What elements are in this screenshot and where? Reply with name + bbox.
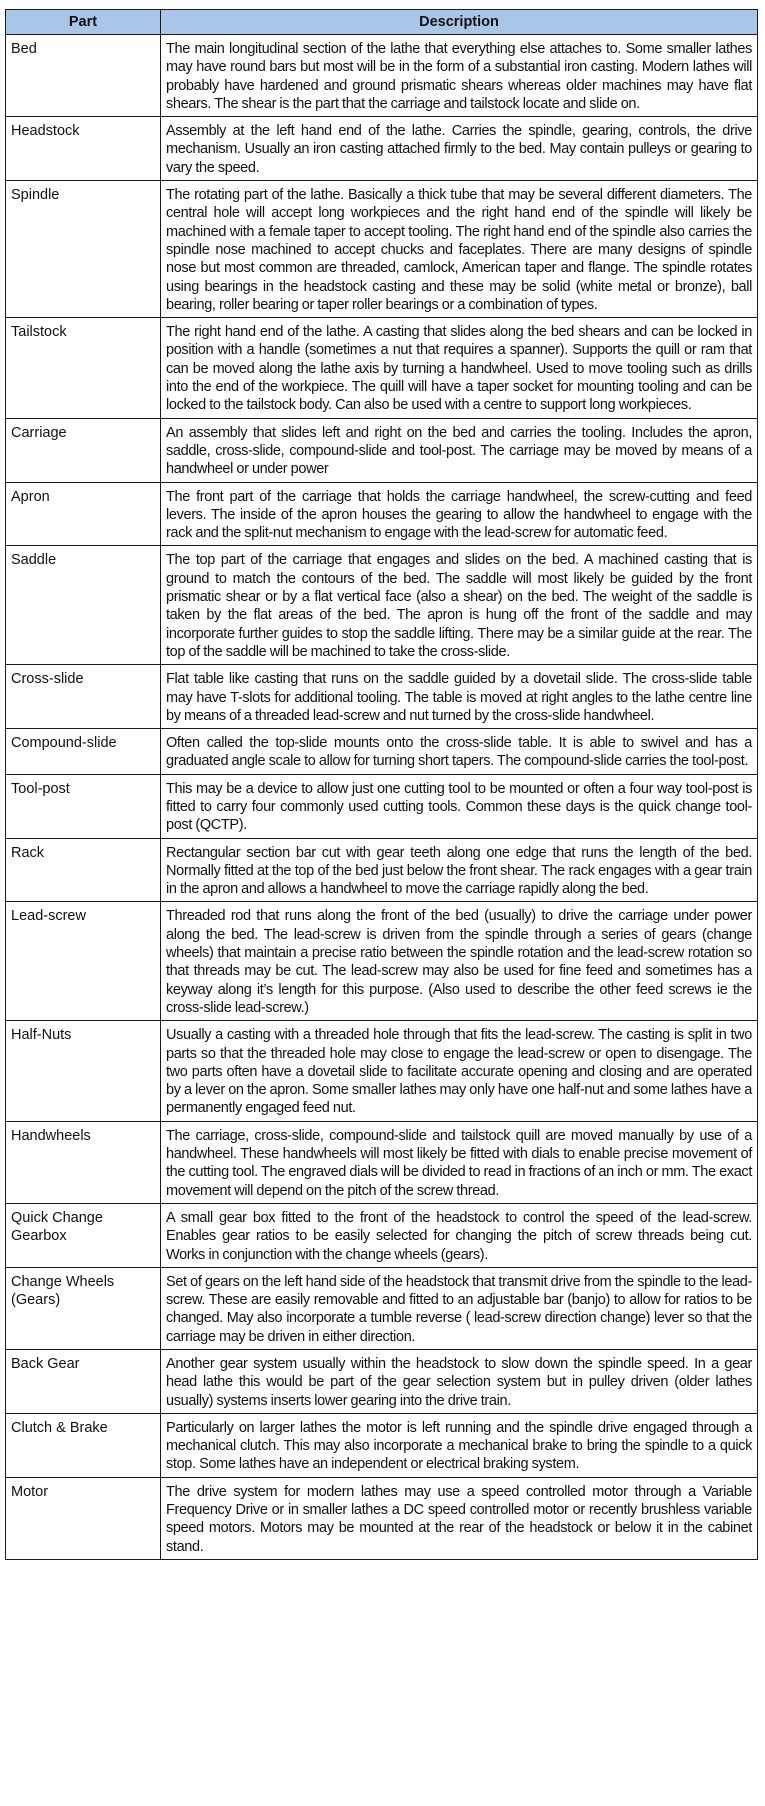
table-row	[6, 546, 758, 665]
part-name: Compound-slide	[6, 729, 161, 775]
part-name: Quick Change Gearbox	[6, 1203, 161, 1267]
part-description: Set of gears on the left hand side of the headstock that transmit drive from the spindle to the lead-screw. These are easily removable and fitted to an adjustable bar (banjo) to allow for ratios to be changed. May also incorporate a tumble reverse ( lead-screw direction change) lever so that the carriage may be driven in either direction.	[161, 1267, 758, 1349]
part-description: The front part of the carriage that holds the carriage handwheel, the screw-cutting and feed levers. The inside of the apron houses the gearing to allow the handwheel to engage with the rack and the split-nut mechanism to engage with the lead-screw for automatic feed.	[161, 482, 758, 546]
part-name: Change Wheels (Gears)	[6, 1267, 161, 1349]
table-row	[6, 1350, 758, 1414]
table-row	[6, 1477, 758, 1559]
part-description: The drive system for modern lathes may use a speed controlled motor through a Variable Frequency Drive or in smaller lathes a DC speed controlled motor or recently brushless variable speed motors. Motors may be mounted at the rear of the headstock or below it in the cabinet stand.	[161, 1477, 758, 1559]
part-name: Rack	[6, 838, 161, 902]
part-description: The carriage, cross-slide, compound-slide and tailstock quill are moved manually by use of a handwheel. These handwheels will most likely be fitted with dials to enable precise movement of the cutting tool. The engraved dials will be divided to read in fractions of an inch or mm. The exact movement will depend on the pitch of the screw thread.	[161, 1121, 758, 1203]
part-name: Carriage	[6, 418, 161, 482]
table-row	[6, 35, 758, 117]
part-name: Tailstock	[6, 318, 161, 418]
table-row	[6, 902, 758, 1021]
part-name: Motor	[6, 1477, 161, 1559]
table-row	[6, 181, 758, 318]
lathe-parts-table	[5, 9, 758, 1560]
part-name: Half-Nuts	[6, 1021, 161, 1121]
part-description: Often called the top-slide mounts onto the cross-slide table. It is able to swivel and has a graduated angle scale to allow for turning short tapers. The compound-slide carries the tool-post.	[161, 729, 758, 775]
table-row	[6, 117, 758, 181]
table-row	[6, 1021, 758, 1121]
table-row	[6, 1413, 758, 1477]
part-name: Spindle	[6, 181, 161, 318]
part-description: A small gear box fitted to the front of the headstock to control the speed of the lead-screw. Enables gear ratios to be easily selected for changing the pitch of screw threads being cut. Works in conjunction with the change wheels (gears).	[161, 1203, 758, 1267]
table-row	[6, 482, 758, 546]
part-description: Particularly on larger lathes the motor is left running and the spindle drive engaged through a mechanical clutch. This may also incorporate a mechanical brake to bring the spindle to a quick stop. Some lathes have an independent or electrical braking system.	[161, 1413, 758, 1477]
table-row	[6, 1203, 758, 1267]
column-header-part: Part	[6, 10, 161, 35]
part-name: Apron	[6, 482, 161, 546]
part-name: Tool-post	[6, 774, 161, 838]
part-name: Cross-slide	[6, 665, 161, 729]
part-name: Clutch & Brake	[6, 1413, 161, 1477]
part-description: The rotating part of the lathe. Basically a thick tube that may be several different diameters. The central hole will accept long workpieces and the right hand end of the spindle will likely be machined with a female taper to accept tooling. The right hand end of the spindle also carries the spindle nose machined to accept chucks and faceplates. There are many designs of spindle nose but most common are threaded, camlock, American taper and flange. The spindle rotates using bearings in the headstock casting and these may be solid (white metal or bronze), ball bearing, roller bearing or taper roller bearings or a combination of types.	[161, 181, 758, 318]
table-header-row	[6, 10, 758, 35]
part-description: This may be a device to allow just one cutting tool to be mounted or often a four way tool-post is fitted to carry four commonly used cutting tools. Common these days is the quick change tool-post (QCTP).	[161, 774, 758, 838]
part-description: Threaded rod that runs along the front of the bed (usually) to drive the carriage under power along the bed. The lead-screw is driven from the spindle through a series of gears (change wheels) that maintain a precise ratio between the spindle rotation and the lead-screw rotation so that threads may be cut. The lead-screw may also be used for fine feed and sometimes has a keyway along it’s length for this purpose. (Also used to describe the other feed screws ie the cross-slide lead-screw.)	[161, 902, 758, 1021]
table-row	[6, 1267, 758, 1349]
part-name: Bed	[6, 35, 161, 117]
part-description: Another gear system usually within the headstock to slow down the spindle speed. In a gear head lathe this would be part of the gear selection system but in pulley driven (older lathes usually) systems inserts lower gearing into the drive train.	[161, 1350, 758, 1414]
part-name: Saddle	[6, 546, 161, 665]
column-header-description: Description	[161, 10, 758, 35]
part-description: Flat table like casting that runs on the saddle guided by a dovetail slide. The cross-slide table may have T-slots for additional tooling. The table is moved at right angles to the lathe centre line by means of a threaded lead-screw and nut turned by the cross-slide handwheel.	[161, 665, 758, 729]
part-name: Headstock	[6, 117, 161, 181]
part-description: The top part of the carriage that engages and slides on the bed. A machined casting that is ground to match the contours of the bed. The saddle will most likely be guided by the front prismatic shear or by a flat vertical face (also a shear) on the bed. The weight of the saddle is taken by the flat areas of the bed. The apron is hung off the front of the saddle and may incorporate further guides to stop the saddle lifting. There may be a similar guide at the rear. The top of the saddle will be machined to take the cross-slide.	[161, 546, 758, 665]
part-description: The main longitudinal section of the lathe that everything else attaches to. Some smaller lathes may have round bars but most will be in the form of a substantial iron casting. Modern lathes will probably have hardened and ground prismatic shears whereas older machines may have flat shears. The shear is the part that the carriage and tailstock locate and slide on.	[161, 35, 758, 117]
table-row	[6, 838, 758, 902]
part-description: Assembly at the left hand end of the lathe. Carries the spindle, gearing, controls, the drive mechanism. Usually an iron casting attached firmly to the bed. May contain pulleys or gearing to vary the speed.	[161, 117, 758, 181]
part-description: Usually a casting with a threaded hole through that fits the lead-screw. The casting is split in two parts so that the threaded hole may close to engage the lead-screw or open to disengage. The two parts often have a dovetail slide to facilitate accurate opening and closing and are operated by a lever on the apron. Some smaller lathes may only have one half-nut and some lathes have a permanently engaged feed nut.	[161, 1021, 758, 1121]
table-row	[6, 665, 758, 729]
part-name: Lead-screw	[6, 902, 161, 1021]
part-description: Rectangular section bar cut with gear teeth along one edge that runs the length of the bed. Normally fitted at the top of the bed just below the front shear. The rack engages with a gear train in the apron and allows a handwheel to move the carriage rapidly along the bed.	[161, 838, 758, 902]
table-row	[6, 729, 758, 775]
part-description: The right hand end of the lathe. A casting that slides along the bed shears and can be locked in position with a handle (sometimes a nut that requires a spanner). Supports the quill or ram that can be moved along the lathe axis by turning a handwheel. Used to move tooling such as drills into the end of the workpiece. The quill will have a taper socket for mounting tooling and can be locked to the tailstock body. Can also be used with a centre to support long workpieces.	[161, 318, 758, 418]
table-row	[6, 318, 758, 418]
table-row	[6, 774, 758, 838]
part-name: Back Gear	[6, 1350, 161, 1414]
part-name: Handwheels	[6, 1121, 161, 1203]
table-row	[6, 418, 758, 482]
lathe-parts-document	[5, 9, 757, 1560]
table-row	[6, 1121, 758, 1203]
part-description: An assembly that slides left and right on the bed and carries the tooling. Includes the apron, saddle, cross-slide, compound-slide and tool-post. The carriage may be moved by means of a handwheel or under power	[161, 418, 758, 482]
